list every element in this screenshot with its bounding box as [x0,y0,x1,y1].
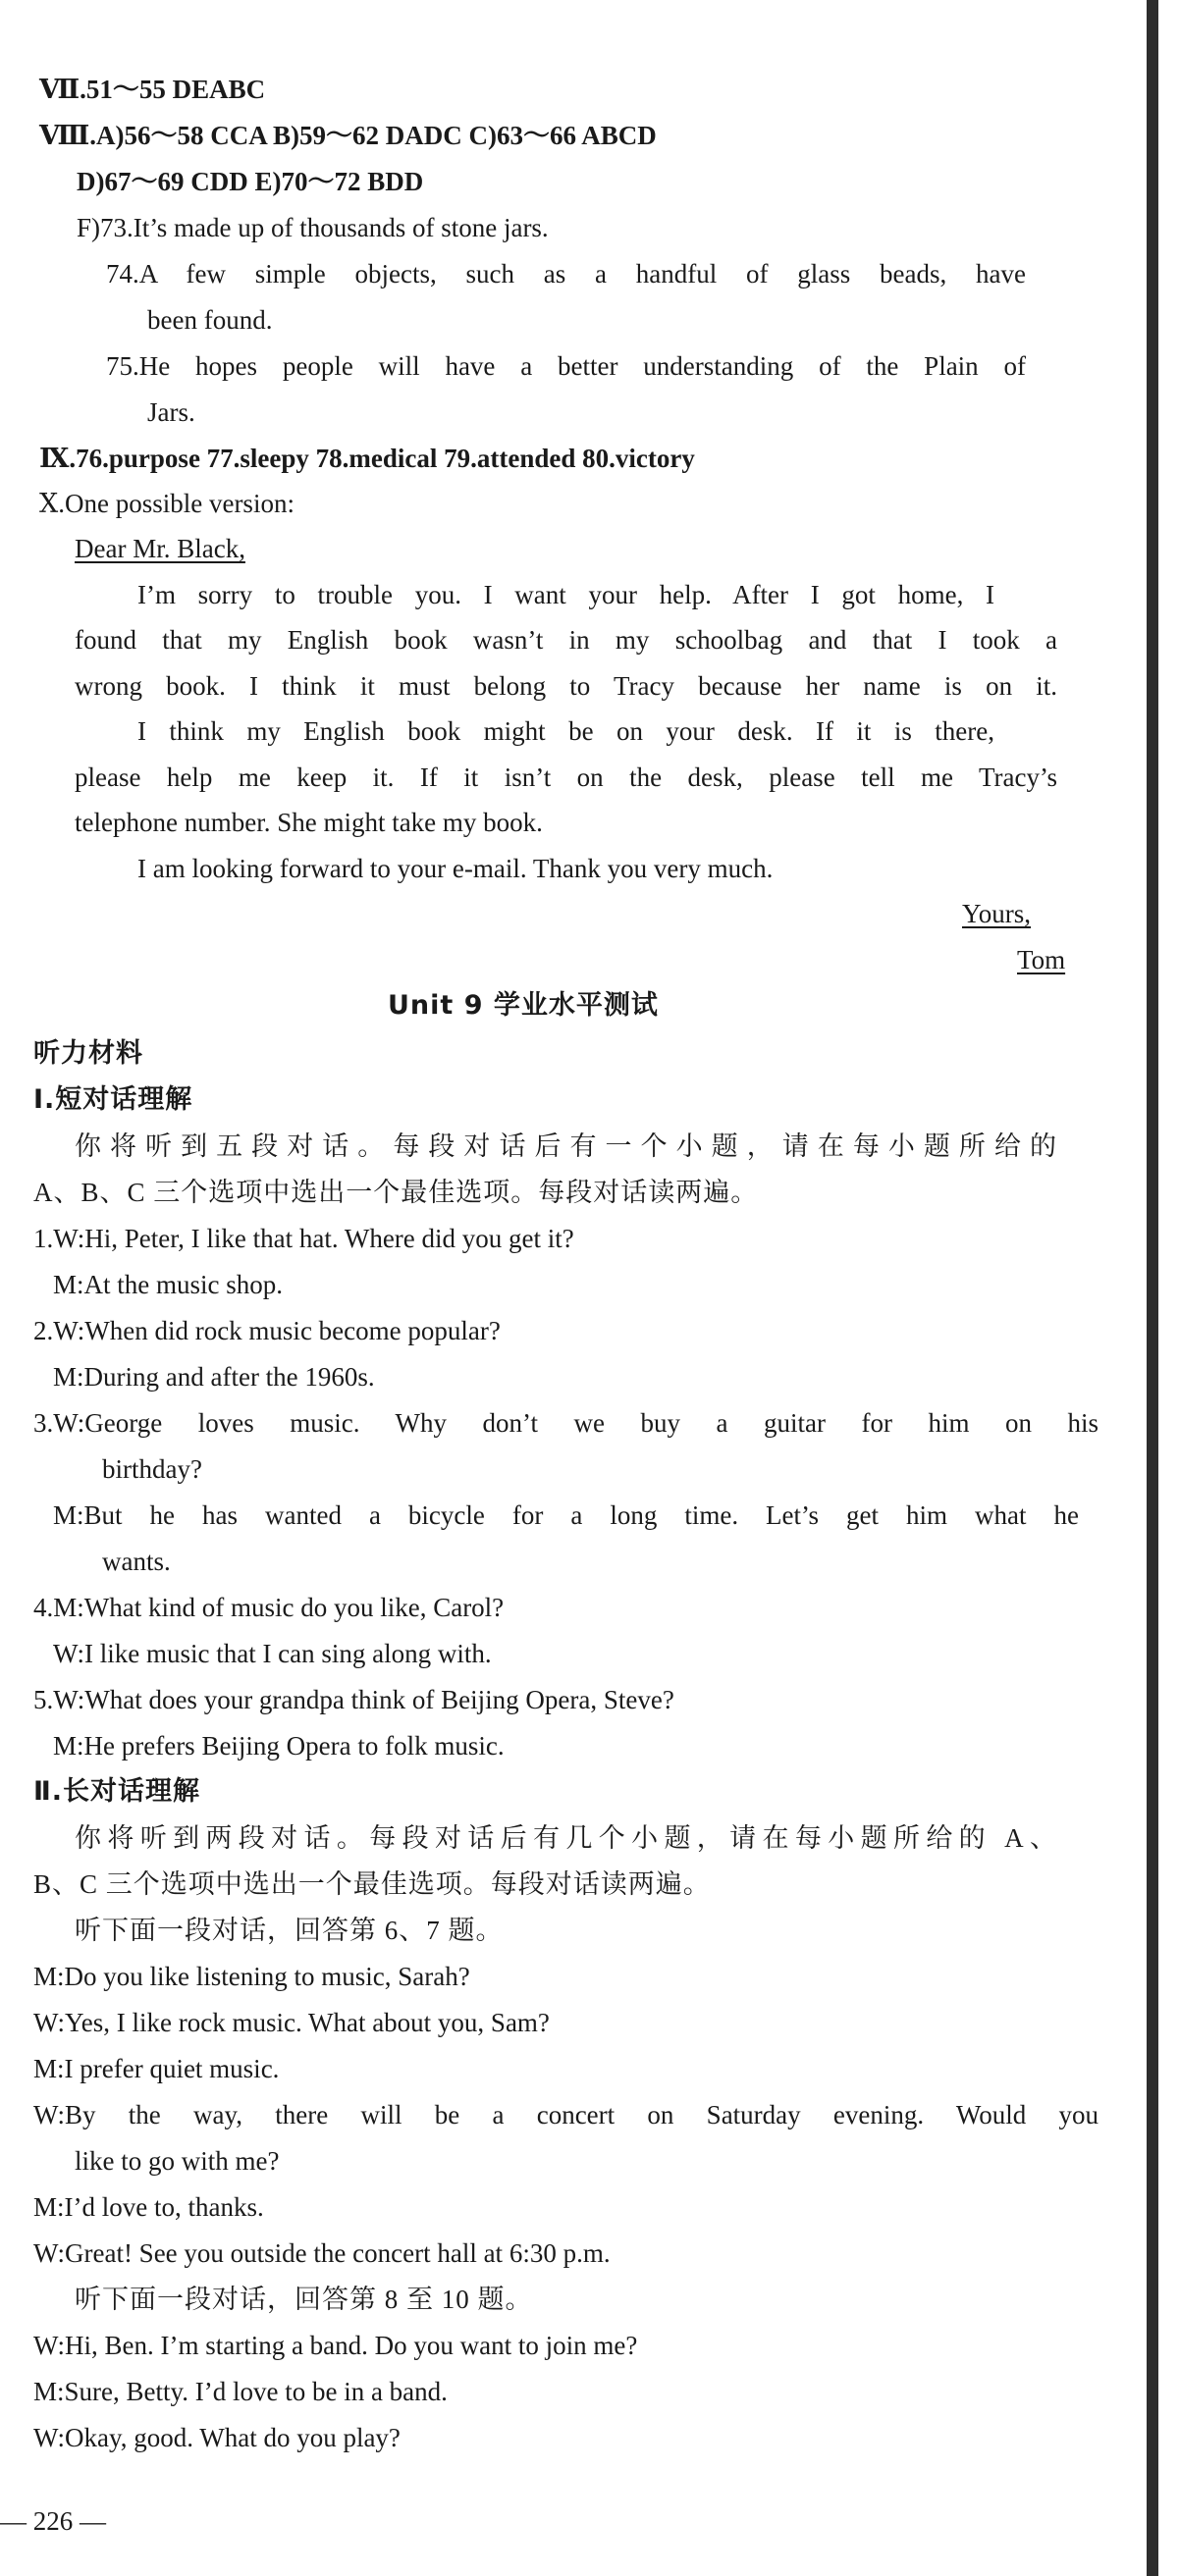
text-line: W:Great! See you outside the concert hall at 6:30 p.m. [33,2238,611,2268]
text-line: M:I’d love to, thanks. [33,2192,264,2222]
text-line: W:I like music that I can sing along with. [53,1639,492,1668]
text-line: Yours, [962,899,1032,928]
text-line: telephone number. She might take my book. [75,808,543,837]
text-line: M:During and after the 1960s. [53,1362,375,1392]
text-line: M:Do you like listening to music, Sarah? [33,1962,470,1991]
text-line: Ⅷ.A)56～58 CCA B)59～62 DADC C)63～66 ABCD [39,121,657,150]
text-line: W:Yes, I like rock music. What about you, Sam? [33,2008,550,2037]
text-line: Ⅹ.One possible version: [39,489,295,518]
text-line: 3.W:George loves music. Why don’t we buy a guitar for him on his [33,1408,1099,1438]
text-line: like to go with me? [75,2146,280,2176]
text-line: W:By the way, there will be a concert on Saturday evening. Would you [33,2100,1099,2129]
text-line: 4.M:What kind of music do you like, Carol? [33,1593,505,1622]
text-line: 你将听到两段对话。每段对话后有几个小题，请在每小题所给的 A、 [75,1823,1057,1853]
text-line: Tom [1017,945,1066,974]
text-line: D)67～69 CDD E)70～72 BDD [77,167,424,196]
text-line: 听下面一段对话，回答第 6、7 题。 [75,1916,504,1945]
text-line: Jars. [147,397,195,427]
text-line: found that my English book wasn’t in my schoolbag and that I took a [75,625,1057,655]
page-number: — 226 — [0,2506,106,2536]
text-line: 5.W:What does your grandpa think of Beijing Opera, Steve? [33,1685,674,1714]
section-heading: Ⅱ.长对话理解 [33,1776,201,1807]
page-edge-bar [1147,0,1158,2576]
text-line: 听下面一段对话，回答第 8 至 10 题。 [75,2285,533,2314]
text-line: W:Hi, Ben. I’m starting a band. Do you want to join me? [33,2331,638,2360]
text-line: 你将听到五段对话。每段对话后有一个小题，请在每小题所给的 [75,1131,1057,1161]
text-line: 1.W:Hi, Peter, I like that hat. Where did you get it? [33,1224,574,1253]
section-heading: Ⅰ.短对话理解 [33,1084,193,1115]
text-line: M:Sure, Betty. I’d love to be in a band. [33,2377,448,2406]
text-line: W:Okay, good. What do you play? [33,2423,401,2452]
text-line: 74.A few simple objects, such as a handful of glass beads, have [106,259,1026,289]
text-line: please help me keep it. If it isn’t on the desk, please tell me Tracy’s [75,762,1057,792]
text-line: 2.W:When did rock music become popular? [33,1316,501,1345]
text-line: I am looking forward to your e-mail. Thank you very much. [137,854,774,883]
text-line: B、C 三个选项中选出一个最佳选项。每段对话读两遍。 [33,1869,711,1899]
text-line: wrong book. I think it must belong to Tracy because her name is on it. [75,671,1057,701]
text-line: M:At the music shop. [53,1270,283,1299]
text-line: Ⅸ.76.purpose 77.sleepy 78.medical 79.attended 80.victory [39,444,695,473]
section-heading: 听力材料 [33,1038,143,1069]
text-line: M:I prefer quiet music. [33,2054,280,2083]
text-line: birthday? [102,1454,202,1484]
text-line: I’m sorry to trouble you. I want your help. After I got home, I [137,580,994,609]
text-line: 75.He hopes people will have a better understanding of the Plain of [106,351,1026,381]
text-line: Ⅶ.51～55 DEABC [39,75,266,104]
section-heading: Unit 9 学业水平测试 [388,990,659,1021]
text-line: wants. [102,1547,171,1576]
text-line: M:But he has wanted a bicycle for a long time. Let’s get him what he [53,1500,1079,1530]
text-line: Dear Mr. Black, [75,534,245,563]
text-line: I think my English book might be on your desk. If it is there, [137,716,994,746]
text-line: been found. [147,305,273,335]
text-line: M:He prefers Beijing Opera to folk music. [53,1731,505,1761]
text-line: A、B、C 三个选项中选出一个最佳选项。每段对话读两遍。 [33,1178,759,1207]
text-line: F)73.It’s made up of thousands of stone jars. [77,213,549,242]
